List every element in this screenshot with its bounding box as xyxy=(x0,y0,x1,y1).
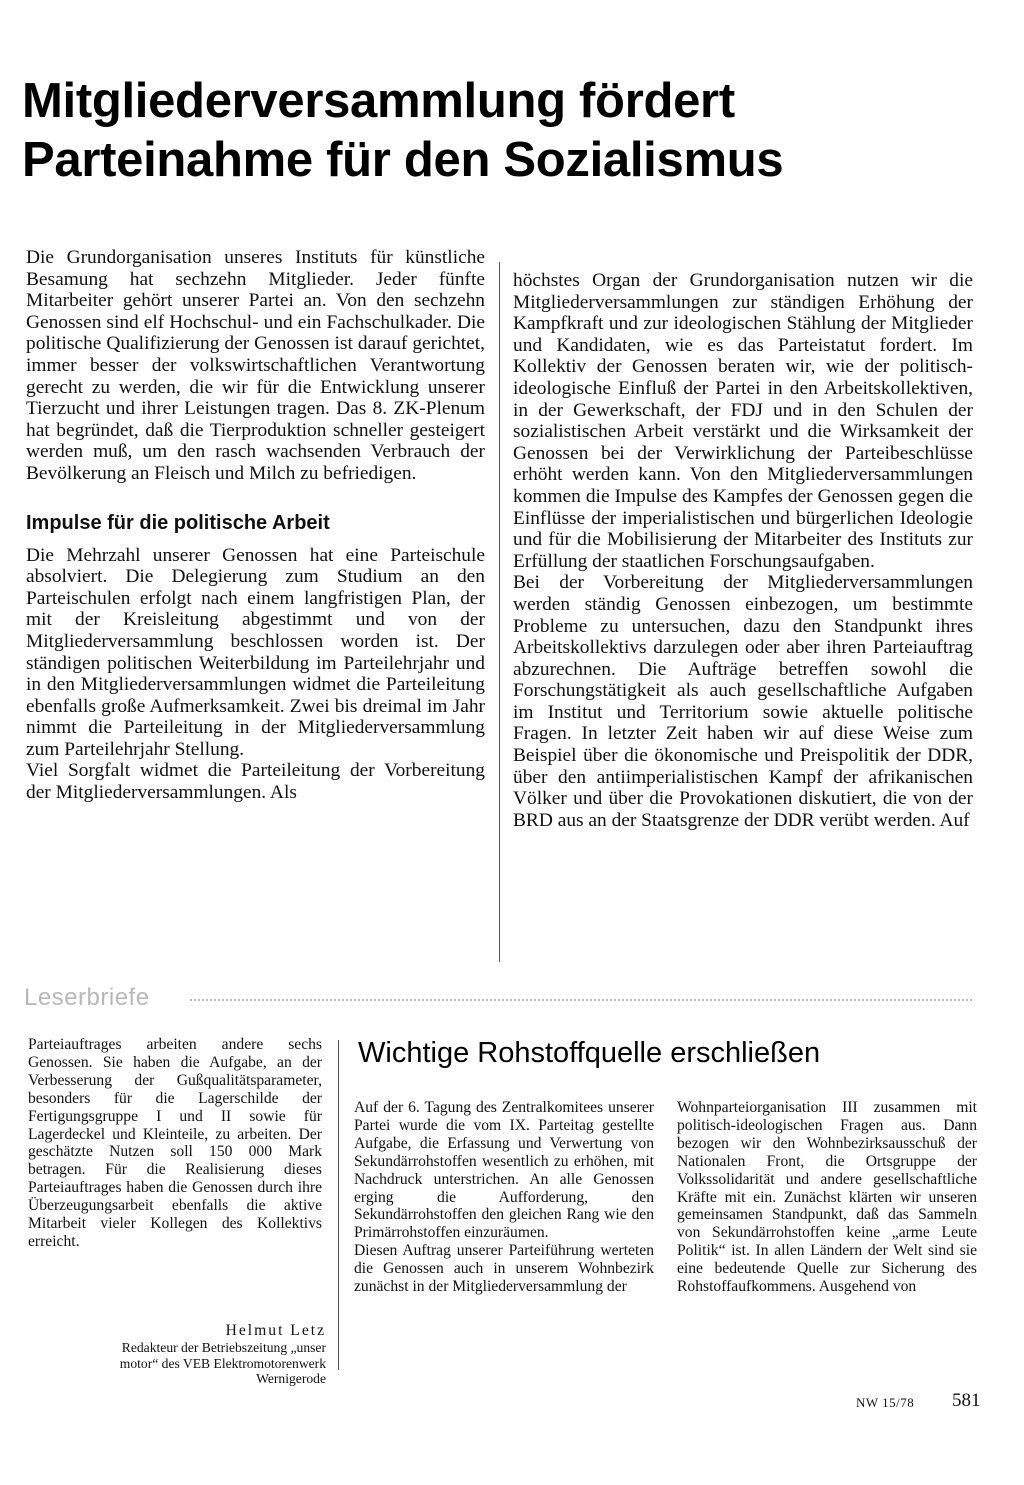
column-divider xyxy=(338,1040,339,1370)
article-paragraph: Viel Sorgfalt widmet die Parteileitung der Vorbereitung der Mitgliederversammlungen. Als xyxy=(26,760,485,804)
column-divider xyxy=(499,262,500,962)
letter-headline: Wichtige Rohstoffquelle erschließen xyxy=(358,1037,821,1069)
section-divider xyxy=(190,999,972,1001)
article-paragraph: Die Mehrzahl unserer Genossen hat eine Parteischule absolviert. Die Delegierung zum Studium an den Parteischulen erfolgt nach einem langfristigen Plan, der mit der Kreisleitung abgestimmt und von der Mitgliederversammlung beschlossen worden ist. Der ständigen politischen Weiterbildung im Parteilehrjahr und in den Mitgliederversammlungen widmet die Parteileitung ebenfalls große Aufmerksamkeit. Zwei bis dreimal im Jahr nimmt die Parteileitung in der Mitgliederversammlung zum Parteilehrjahr Stellung. xyxy=(26,544,485,760)
section-label-leserbriefe: Leserbriefe xyxy=(24,984,150,1011)
letter-column-middle xyxy=(354,1099,654,1296)
letter-paragraph: Auf der 6. Tagung des Zentralkomitees unserer Partei wurde die vom IX. Parteitag gestellte Aufgabe, die Erfassung und Verwertung von Sekundärrohstoffen wesentlich zu erhöhen, mit Nachdruck unterstrichen. An alle Genossen erging die Aufforderung, den Sekundärrohstoffen den gleichen Rang wie den Primärrohstoffen einzuräumen. xyxy=(354,1099,654,1242)
letter-paragraph: Wohnparteiorganisation III zusammen mit politisch-ideologischen Fragen aus. Dann bezogen wir den Wohnbezirksausschuß der Nationalen Front, die Ortsgruppe der Volkssolidarität und andere gesellschaftliche Kräfte mit ein. Zunächst klärten wir unseren gemeinsamen Standpunkt, daß das Sammeln von Sekundärrohstoffen keine „arme Leute Politik“ ist. In allen Ländern der Welt sind sie eine bedeutende Quelle zur Sicherung des Rohstoffaufkommens. Ausgehend von xyxy=(677,1099,977,1296)
article-paragraph: höchstes Organ der Grundorganisation nutzen wir die Mitgliederversammlungen zur ständigen Erhöhung der Kampfkraft und zur ideologischen Stählung der Mitglieder und Kandidaten, wie es das Parteistatut fordert. Im Kollektiv der Genossen beraten wir, wie der politisch-ideologische Einfluß der Partei in den Arbeitskollektiven, in der Gewerkschaft, der FDJ und in den Schulen der sozialistischen Arbeit verstärkt und die Wirksamkeit der Genossen bei der Verwirklichung der Parteibeschlüsse erhöht werden kann. Von den Mitgliederversammlungen kommen die Impulse des Kampfes der Genossen gegen die Einflüsse der imperialistischen und bürgerlichen Ideologie und für die Mobilisierung der Mitarbeiter des Instituts zur Erfüllung der staatlichen Forschungsaufgaben. xyxy=(513,270,973,572)
page-number: 581 xyxy=(952,1390,981,1411)
article-paragraph: Bei der Vorbereitung der Mitgliederversammlungen werden ständig Genossen einbezogen, um bestimmte Probleme zu untersuchen, dazu den Standpunkt ihres Arbeitskollektivs darzulegen oder aber ihren Parteiauftrag abzurechnen. Die Aufträge betreffen sowohl die Forschungstätigkeit als auch gesellschaftliche Aufgaben im Institut und Territorium sowie aktuelle politische Fragen. In letzter Zeit haben wir auf diese Weise zum Beispiel über die ökonomische und Preispolitik der DDR, über den antiimperialistischen Kampf der afrikanischen Völker und über die Provokationen diskutiert, die von der BRD aus an der Staatsgrenze der DDR verübt werden. Auf xyxy=(513,572,973,831)
article-title: Mitgliederversammlung fördert Parteinahme für den Sozialismus xyxy=(22,74,784,187)
letter-column-right xyxy=(677,1099,977,1296)
article-column-right xyxy=(513,270,973,831)
author-name: Helmut Letz xyxy=(225,1322,326,1339)
article-paragraph: Die Grundorganisation unseres Instituts für künstliche Besamung hat sechzehn Mitglieder. Jeder fünfte Mitarbeiter gehört unserer Partei an. Von den sechzehn Genossen sind elf Hochschul- und ein Fachschulkader. Die politische Qualifizierung der Genossen ist darauf gerichtet, immer besser der volkswirtschaftlichen Verantwortung gerecht zu werden, die wir für die Entwicklung unserer Tierzucht und ihrer Leistungen tragen. Das 8. ZK-Plenum hat begründet, daß die Tierproduktion schneller gesteigert werden muß, um den rasch wachsenden Verbrauch der Bevölkerung an Fleisch und Milch zu befriedigen. xyxy=(26,247,485,484)
letter-paragraph: Diesen Auftrag unserer Parteiführung werteten die Genossen auch in unserem Wohnbezirk zunächst in der Mitgliederversammlung der xyxy=(354,1242,654,1296)
author-role: Redakteur der Betriebszeitung „unser motor“ des VEB Elektromotorenwerk Wernigerode xyxy=(119,1340,326,1387)
article-subheading: Impulse für die politische Arbeit xyxy=(26,511,330,534)
letter-signature xyxy=(100,1321,326,1387)
letter-paragraph: Parteiauftrages arbeiten andere sechs Genossen. Sie haben die Aufgabe, an der Verbesserung der Gußqualitätsparameter, besonders für die Lagerschilde der Fertigungsgruppe I und II sowie für Lagerdeckel und Kleinteile, zu arbeiten. Der geschätzte Nutzen soll 150 000 Mark betragen. Für die Realisierung dieses Parteiauftrages haben die Genossen durch ihre Überzeugungsarbeit ebenfalls die aktive Mitarbeit vieler Kollegen des Kollektivs erreicht. xyxy=(28,1036,322,1250)
letter-column-left xyxy=(28,1036,322,1251)
article-column-left xyxy=(26,247,485,804)
issue-number: NW 15/78 xyxy=(856,1395,915,1410)
